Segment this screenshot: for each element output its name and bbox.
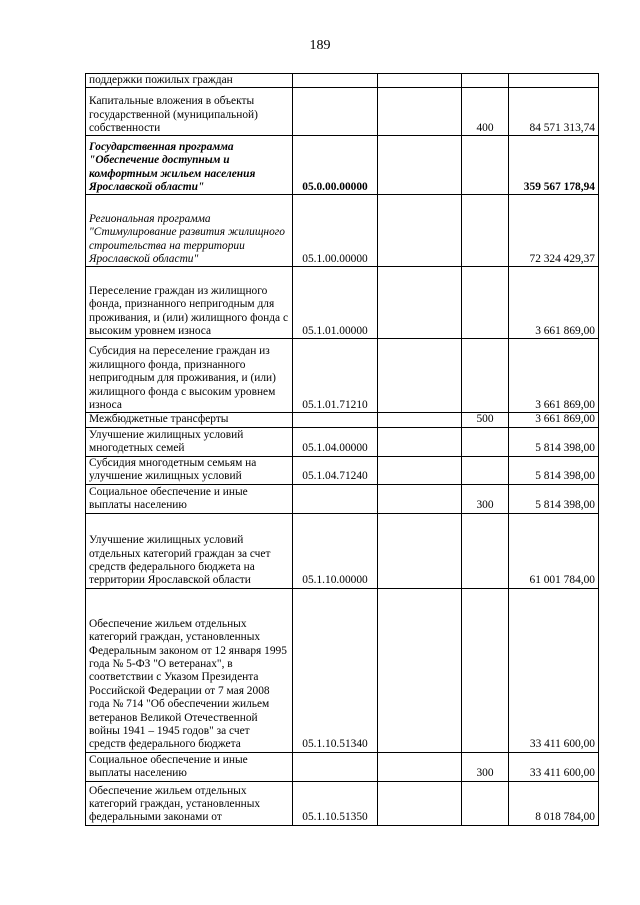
row-name-cell: Обеспечение жильем отдельных категорий граждан, установленных федеральными законами от [86, 781, 293, 825]
row-name-cell: Межбюджетные трансферты [86, 413, 293, 427]
row-amount-cell: 8 018 784,00 [509, 781, 599, 825]
row-code-cell: 05.1.10.00000 [293, 513, 378, 588]
row-empty-cell [378, 484, 462, 513]
row-empty-cell [378, 513, 462, 588]
row-expense-type-cell [462, 513, 509, 588]
row-expense-type-cell: 300 [462, 752, 509, 781]
row-name-cell: Государственная программа "Обеспечение доступным и комфортным жильем населения Ярославской области" [86, 136, 293, 195]
row-amount-cell: 5 814 398,00 [509, 427, 599, 456]
row-empty-cell [378, 195, 462, 267]
row-expense-type-cell [462, 588, 509, 752]
row-empty-cell [378, 413, 462, 427]
row-code-cell [293, 413, 378, 427]
row-name-cell: поддержки пожилых граждан [86, 74, 293, 88]
row-empty-cell [378, 427, 462, 456]
row-empty-cell [378, 752, 462, 781]
row-expense-type-cell [462, 781, 509, 825]
table-row [86, 267, 599, 339]
row-amount-cell: 3 661 869,00 [509, 267, 599, 339]
row-name-cell: Переселение граждан из жилищного фонда, признанного непригодным для проживания, и (или) жилищного фонда с высоким уровнем износа [86, 267, 293, 339]
row-empty-cell [378, 588, 462, 752]
table-row [86, 781, 599, 825]
row-code-cell [293, 752, 378, 781]
row-code-cell: 05.1.01.71210 [293, 339, 378, 413]
table-row [86, 195, 599, 267]
row-name-cell: Улучшение жилищных условий многодетных семей [86, 427, 293, 456]
row-amount-cell [509, 74, 599, 88]
budget-table-body [86, 74, 599, 826]
row-amount-cell: 33 411 600,00 [509, 752, 599, 781]
row-code-cell: 05.1.00.00000 [293, 195, 378, 267]
row-expense-type-cell [462, 267, 509, 339]
row-code-cell: 05.1.04.00000 [293, 427, 378, 456]
row-expense-type-cell [462, 339, 509, 413]
row-expense-type-cell [462, 195, 509, 267]
table-row [86, 136, 599, 195]
row-empty-cell [378, 456, 462, 484]
row-amount-cell: 72 324 429,37 [509, 195, 599, 267]
table-row [86, 456, 599, 484]
budget-table [85, 73, 599, 826]
row-name-cell: Субсидия на переселение граждан из жилищного фонда, признанного непригодным для проживания, и (или) жилищного фонда с высоким уровнем износа [86, 339, 293, 413]
row-name-cell: Социальное обеспечение и иные выплаты населению [86, 484, 293, 513]
row-code-cell: 05.1.04.71240 [293, 456, 378, 484]
row-name-cell: Социальное обеспечение и иные выплаты населению [86, 752, 293, 781]
table-row [86, 752, 599, 781]
row-empty-cell [378, 339, 462, 413]
row-expense-type-cell [462, 74, 509, 88]
table-row [86, 88, 599, 136]
row-expense-type-cell [462, 136, 509, 195]
table-row [86, 484, 599, 513]
page-number: 189 [309, 38, 331, 53]
row-expense-type-cell: 300 [462, 484, 509, 513]
row-amount-cell: 5 814 398,00 [509, 484, 599, 513]
row-amount-cell: 3 661 869,00 [509, 413, 599, 427]
row-name-cell: Субсидия многодетным семьям на улучшение жилищных условий [86, 456, 293, 484]
row-amount-cell: 3 661 869,00 [509, 339, 599, 413]
row-expense-type-cell: 400 [462, 88, 509, 136]
row-code-cell: 05.1.01.00000 [293, 267, 378, 339]
row-empty-cell [378, 781, 462, 825]
row-name-cell: Региональная программа "Стимулирование развития жилищного строительства на территории Ярославской области" [86, 195, 293, 267]
row-code-cell [293, 74, 378, 88]
row-code-cell: 05.1.10.51340 [293, 588, 378, 752]
row-code-cell: 05.1.10.51350 [293, 781, 378, 825]
table-row [86, 513, 599, 588]
row-empty-cell [378, 267, 462, 339]
row-code-cell: 05.0.00.00000 [293, 136, 378, 195]
row-name-cell: Капитальные вложения в объекты государственной (муниципальной) собственности [86, 88, 293, 136]
row-amount-cell: 61 001 784,00 [509, 513, 599, 588]
row-empty-cell [378, 74, 462, 88]
table-row [86, 74, 599, 88]
row-code-cell [293, 88, 378, 136]
row-name-cell: Обеспечение жильем отдельных категорий граждан, установленных Федеральным законом от 12 января 1995 года № 5-ФЗ "О ветеранах", в соответствии с Указом Президента Российской Федерации от 7 мая 2008 года № 714 "Об обеспечении жильем ветеранов Великой Отечественной войны 1941 – 1945 годов" за счет средств федерального бюджета [86, 588, 293, 752]
table-row [86, 588, 599, 752]
row-amount-cell: 84 571 313,74 [509, 88, 599, 136]
row-empty-cell [378, 88, 462, 136]
row-expense-type-cell [462, 427, 509, 456]
row-expense-type-cell [462, 456, 509, 484]
row-amount-cell: 5 814 398,00 [509, 456, 599, 484]
table-row [86, 427, 599, 456]
table-row [86, 413, 599, 427]
row-name-cell: Улучшение жилищных условий отдельных категорий граждан за счет средств федерального бюджета на территории Ярославской области [86, 513, 293, 588]
table-row [86, 339, 599, 413]
row-expense-type-cell: 500 [462, 413, 509, 427]
row-amount-cell: 359 567 178,94 [509, 136, 599, 195]
row-empty-cell [378, 136, 462, 195]
row-code-cell [293, 484, 378, 513]
row-amount-cell: 33 411 600,00 [509, 588, 599, 752]
